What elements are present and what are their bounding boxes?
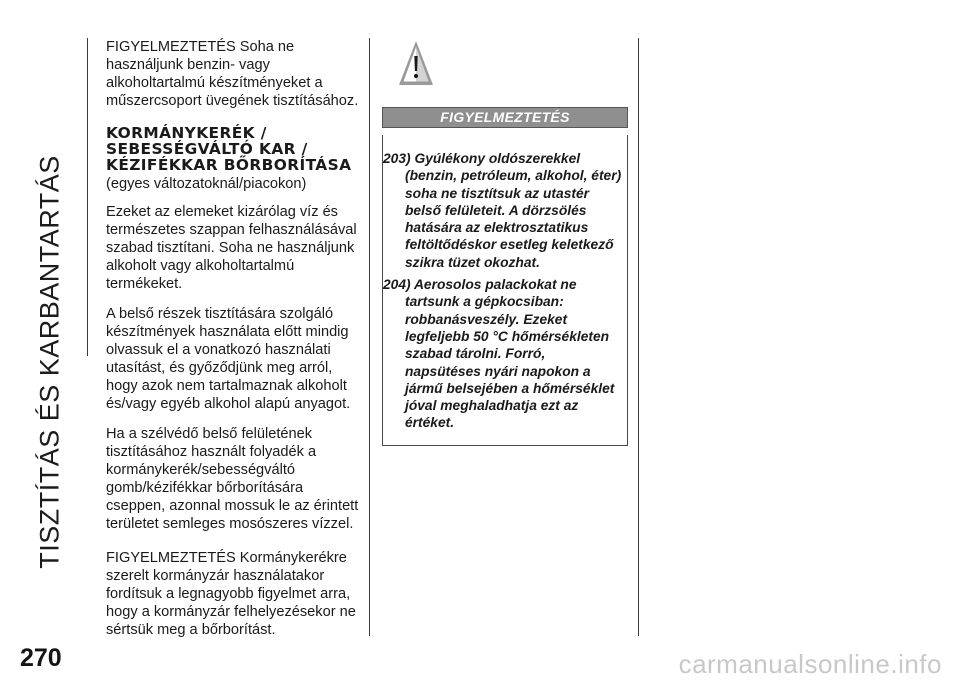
page-number: 270 bbox=[20, 644, 62, 672]
warning-item-text: tartsunk a gépkocsiban: robbanásveszély. Ezeket legfeljebb 50 °C hőmérsékleten szabad tárolni. Forró, napsütéses nyári napokon a jármű belsejében a hőmérséklet jóval meghaladhatja ezt az értéket. bbox=[405, 294, 615, 431]
paragraph-2: A belső részek tisztítására szolgáló készítmények használata előtt mindig olvassuk el a vonatkozó használati utasítást, és győződjünk meg arról, hogy azok nem tartalmaznak alkoholt és/vagy egyéb alkohol alapú anyagot. bbox=[106, 306, 351, 412]
warning-body bbox=[382, 135, 628, 446]
warning-item-number: 203) bbox=[383, 151, 411, 166]
main-column bbox=[106, 38, 360, 651]
warning-item bbox=[383, 150, 623, 271]
warning-triangle-icon bbox=[397, 38, 435, 88]
paragraph-4: FIGYELMEZTETÉS Kormánykerékre szerelt kormányzár használatakor fordítsuk a legnagyobb figyelmet arra, hogy a kormányzár felhelyezésekor ne sértsük meg a bőrborítást. bbox=[106, 550, 356, 638]
section-side-title-text: TISZTÍTÁS ÉS KARBANTARTÁS bbox=[34, 155, 65, 569]
warning-box bbox=[382, 38, 628, 446]
left-divider bbox=[87, 38, 88, 356]
warning-item-text: (benzin, petróleum, alkohol, éter) soha ne tisztítsuk az utastér belső felületeit. A dörzsölés hatására az elektrosztatikus feltöltődéskor esetleg keletkező szikra tüzet okozhat. bbox=[405, 168, 622, 270]
warning-item-number: 204) bbox=[383, 277, 411, 293]
section-subheading: (egyes változatoknál/piacokon) bbox=[106, 176, 307, 192]
right-divider bbox=[638, 38, 639, 636]
warning-item-first-line: Gyúlékony oldószerekkel bbox=[414, 151, 581, 166]
warning-item-first-line: Aerosolos palackokat ne bbox=[413, 277, 577, 293]
section-heading: KORMÁNYKERÉK / SEBESSÉGVÁLTÓ KAR / KÉZIFÉKKAR BŐRBORÍTÁSA bbox=[106, 124, 352, 174]
paragraph-3: Ha a szélvédő belső felületének tisztításához használt folyadék a kormánykerék/sebességváltó gomb/kézifékkar bőrborítására cseppen, azonnal mossuk le az érintett területet semleges mosószeres vízzel. bbox=[106, 426, 359, 532]
watermark: carmanualsonline.info bbox=[678, 649, 942, 679]
paragraph-1: Ezeket az elemeket kizárólag víz és természetes szappan felhasználásával szabad tisztítani. Soha ne használjunk alkoholt vagy alkoholtartalmú termékeket. bbox=[106, 204, 357, 292]
intro-warning-text: FIGYELMEZTETÉS Soha ne használjunk benzin- vagy alkoholtartalmú készítményeket a műszercsoport üvegének tisztításához. bbox=[106, 39, 359, 109]
warning-item bbox=[383, 276, 623, 432]
warning-header: FIGYELMEZTETÉS bbox=[382, 107, 628, 128]
center-divider bbox=[369, 38, 370, 636]
